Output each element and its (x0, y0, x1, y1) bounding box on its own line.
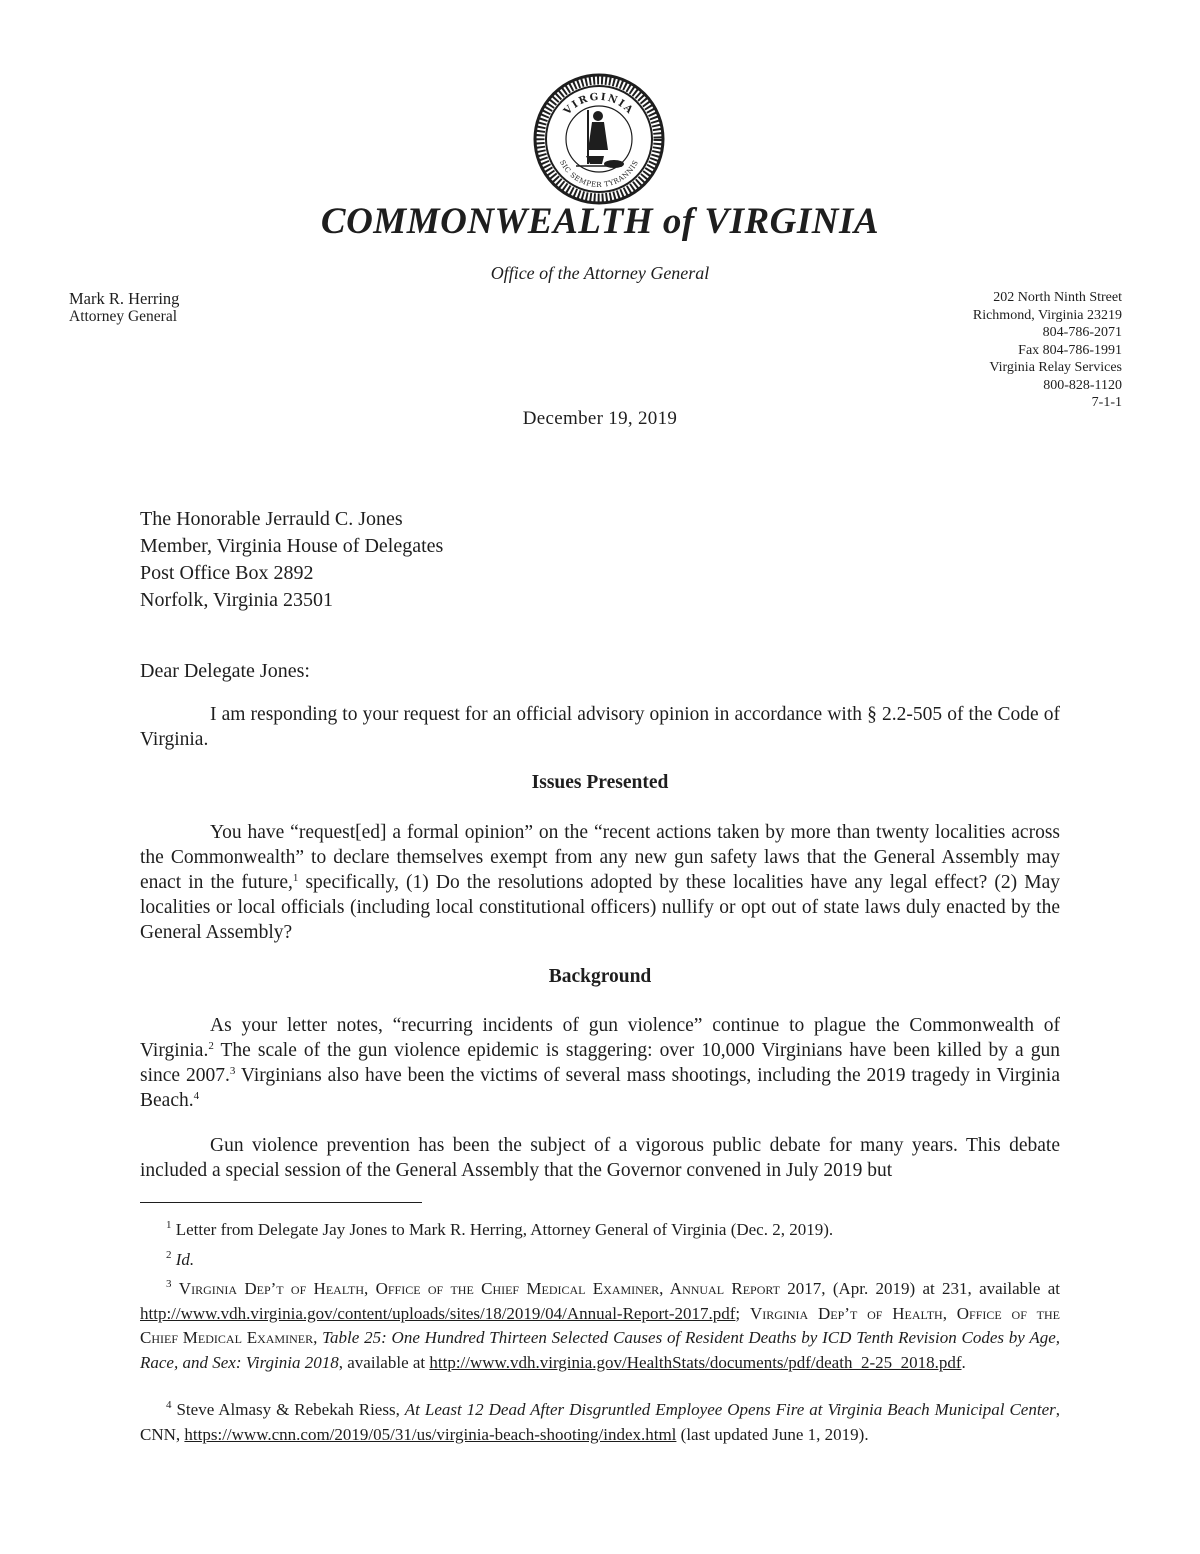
footnote-2 (140, 1248, 1060, 1273)
background-text-cont: The scale of the gun violence epidemic is staggering: over 10,000 Virginians have been killed by a gun since 2007. (140, 1040, 1060, 1086)
recipient-line: Norfolk, Virginia 23501 (140, 589, 334, 611)
recipient-block (140, 506, 443, 614)
footnote-4 (140, 1398, 1060, 1447)
address-line: Richmond, Virginia 23219 (972, 307, 1122, 323)
issues-heading: Issues Presented (531, 772, 669, 793)
debate-paragraph (140, 1133, 1060, 1183)
intro-text: I am responding to your request for an official advisory opinion in accordance with § 2.2-505 of the Code of Virginia. (140, 704, 1060, 750)
relay-line: Virginia Relay Services (989, 360, 1122, 375)
footnote-number: 4 (166, 1399, 172, 1411)
phone-line: 804-786-2071 (1042, 325, 1122, 340)
footnote-number: 1 (166, 1219, 172, 1231)
background-heading: Background (548, 966, 652, 987)
sender-block (69, 290, 179, 326)
fax-line: Fax 804-786-1991 (1018, 342, 1122, 358)
virginia-state-seal-icon (532, 72, 666, 206)
footnote-number: 2 (166, 1249, 172, 1261)
footnote-title: Table 25: One Hundred Thirteen Selected Causes of Resident Deaths by ICD Tenth Revision Codes by Age, Race, and Sex: Virginia 2018 (140, 1328, 1061, 1372)
letter-date: December 19, 2019 (522, 408, 678, 429)
footnote-text: , available at (338, 1352, 430, 1372)
footnote-text: . (961, 1352, 966, 1372)
footnote-text: Letter from Delegate Jay Jones to Mark R. Herring, Attorney General of Virginia (Dec. 2, 2019). (171, 1220, 834, 1239)
relay-phone-line: 800-828-1120 (1043, 377, 1122, 393)
footnote-link[interactable]: http://www.vdh.virginia.gov/HealthStats/documents/pdf/death_2-25_2018.pdf (429, 1352, 962, 1372)
recipient-line: Post Office Box 2892 (140, 562, 314, 584)
footnote-divider (140, 1202, 422, 1203)
address-line: 202 North Ninth Street (993, 290, 1122, 305)
intro-paragraph (140, 702, 1060, 752)
footnote-ref[interactable]: 2 (208, 1040, 214, 1052)
sender-title: Attorney General (69, 308, 178, 325)
footnote-text: 2017, (Apr. 2019) at 231, available at (779, 1279, 1060, 1298)
footnote-text: , CNN, (140, 1400, 1060, 1444)
recipient-line: Member, Virginia House of Delegates (140, 535, 444, 557)
footnote-text: Steve Almasy & Rebekah Riess, (171, 1400, 405, 1419)
relay-code-line: 7-1-1 (1091, 395, 1122, 410)
sender-name: Mark R. Herring (69, 289, 180, 308)
office-address (973, 289, 1122, 412)
issues-paragraph (140, 820, 1060, 945)
footnote-ref[interactable]: 4 (193, 1090, 200, 1102)
footnote-text: ; (735, 1303, 750, 1323)
footnote-source: Virginia Dep’t of Health, Office of the Chief Medical Examiner, (140, 1303, 1060, 1347)
salutation: Dear Delegate Jones: (140, 660, 310, 682)
footnote-source: Virginia Dep’t of Health, Office of the Chief Medical Examiner, Annual Report (178, 1279, 780, 1298)
background-paragraph (140, 1013, 1060, 1113)
footnote-text: Id. (171, 1250, 195, 1269)
seal-text-bottom: SIC SEMPER TYRANNIS (557, 158, 641, 190)
footnote-text: (last updated June 1, 2019). (676, 1424, 869, 1444)
letterhead-title: COMMONWEALTH of VIRGINIA (320, 201, 880, 242)
office-name: Office of the Attorney General (490, 263, 710, 283)
footnote-1 (140, 1218, 1060, 1243)
issues-text-cont: specifically, (1) Do the resolutions adopted by these localities have any legal effect? (2) May localities or local officials (including local constitutional officers) nullify or opt out of state laws duly enacted by the General Assembly? (140, 872, 1060, 943)
debate-text: Gun violence prevention has been the subject of a vigorous public debate for many years. This debate included a special session of the General Assembly that the Governor convened in July 2019 but (140, 1135, 1060, 1181)
footnote-link[interactable]: http://www.vdh.virginia.gov/content/uploads/sites/18/2019/04/Annual-Report-2017.pdf (140, 1303, 736, 1323)
recipient-line: The Honorable Jerrauld C. Jones (140, 508, 403, 530)
footnote-number: 3 (166, 1278, 172, 1290)
footnote-title: At Least 12 Dead After Disgruntled Employee Opens Fire at Virginia Beach Municipal Center (404, 1400, 1056, 1419)
footnote-link[interactable]: https://www.cnn.com/2019/05/31/us/virginia-beach-shooting/index.html (184, 1424, 677, 1444)
background-text-cont: Virginians also have been the victims of several mass shootings, including the 2019 tragedy in Virginia Beach. (140, 1065, 1060, 1111)
issues-text: You have “request[ed] a formal opinion” on the “recent actions taken by more than twenty localities across the Commonwealth” to declare themselves exempt from any new gun safety laws that the General Assembly may enact in the future, (140, 822, 1060, 893)
background-text: As your letter notes, “recurring incidents of gun violence” continue to plague the Commonwealth of Virginia. (140, 1015, 1060, 1061)
footnote-3 (140, 1277, 1060, 1375)
footnote-ref[interactable]: 3 (229, 1065, 236, 1077)
seal-text-top: VIRGINIA (562, 91, 636, 118)
footnote-ref[interactable]: 1 (292, 872, 299, 884)
